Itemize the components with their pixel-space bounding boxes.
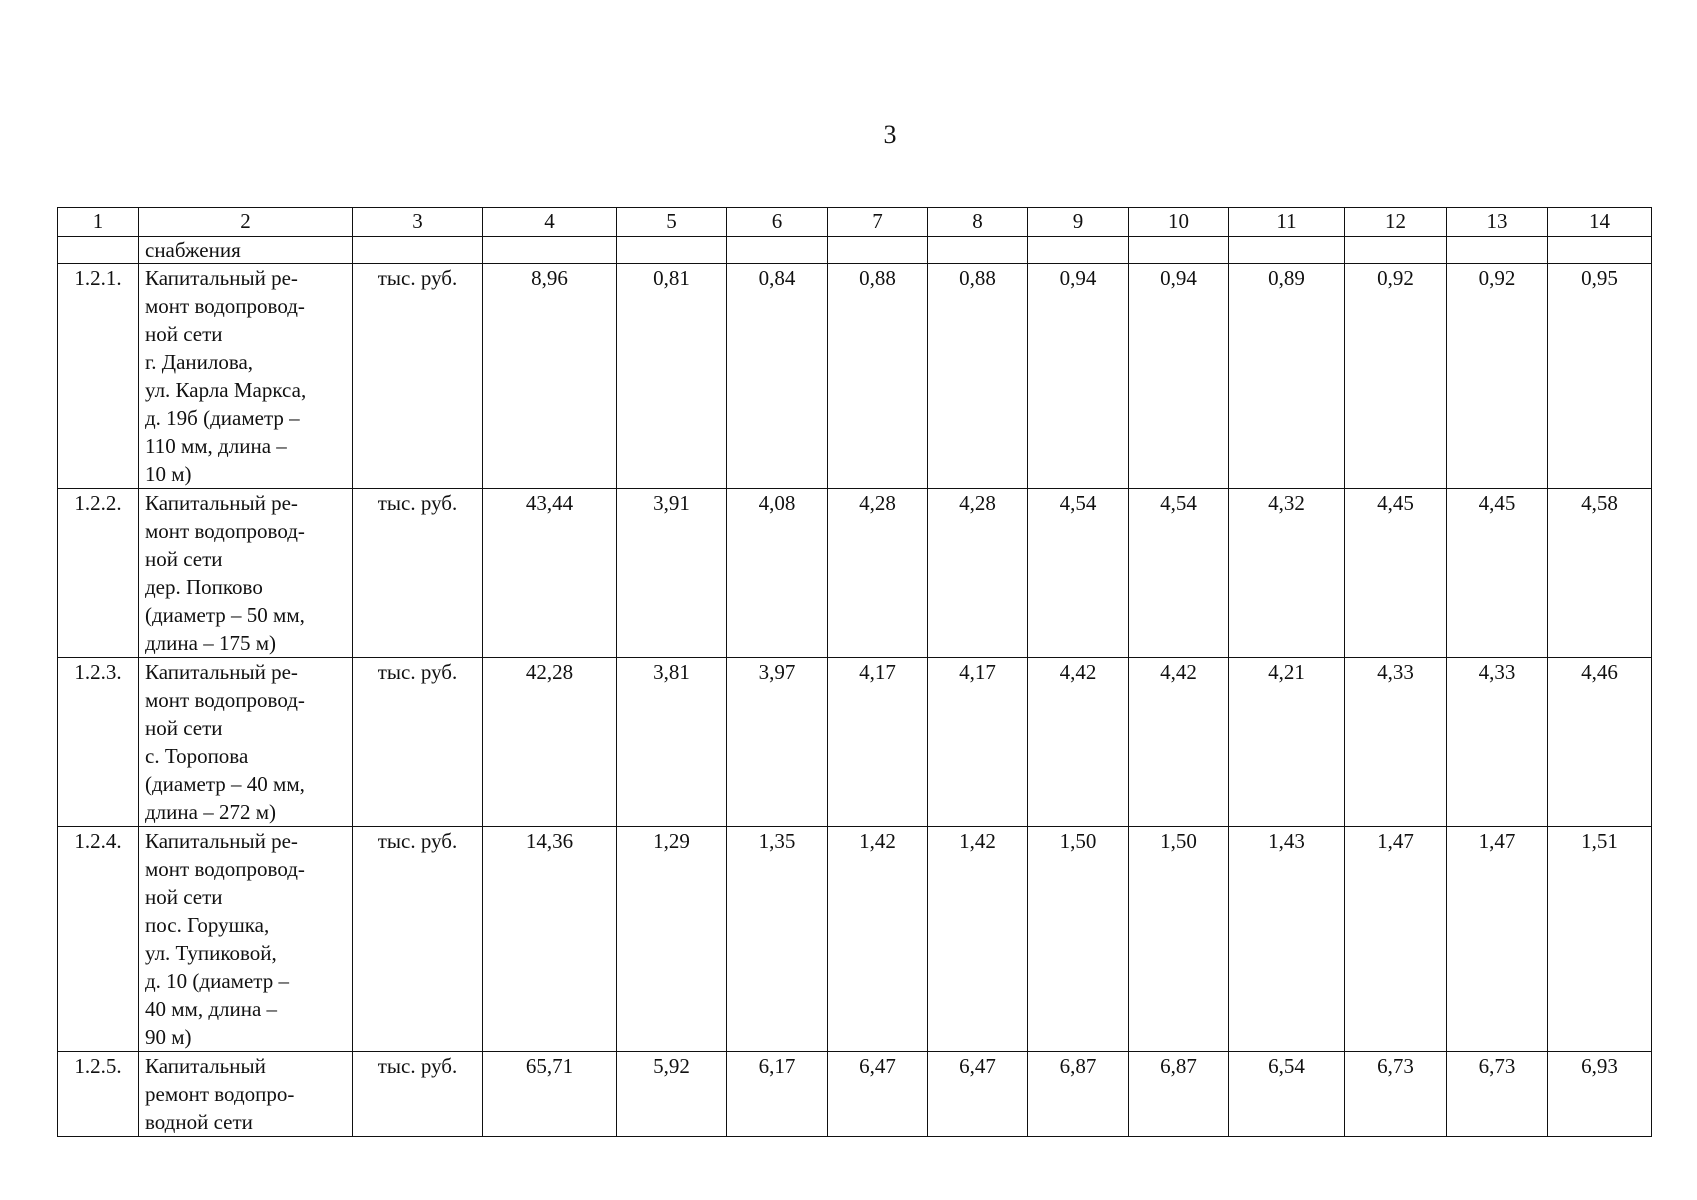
row-unit: тыс. руб. [353, 1052, 483, 1137]
row-value: 1,47 [1447, 827, 1548, 1052]
row-description: Капитальный ре- монт водопровод- ной сети г. Данилова, ул. Карла Маркса, д. 19б (диаметр – 110 мм, длина – 10 м) [139, 264, 353, 489]
row-value: 0,95 [1548, 264, 1652, 489]
row-value: 4,33 [1447, 658, 1548, 827]
continuation-row [58, 237, 1652, 264]
row-value: 42,28 [483, 658, 617, 827]
row-value: 0,89 [1229, 264, 1345, 489]
column-header: 7 [828, 208, 928, 237]
row-value: 6,54 [1229, 1052, 1345, 1137]
row-value: 3,81 [617, 658, 727, 827]
row-value: 4,21 [1229, 658, 1345, 827]
row-value: 4,42 [1129, 658, 1229, 827]
row-value: 6,87 [1028, 1052, 1129, 1137]
row-value: 14,36 [483, 827, 617, 1052]
data-table [57, 207, 1652, 1137]
row-value: 0,81 [617, 264, 727, 489]
row-description: Капитальный ре- монт водопровод- ной сети пос. Горушка, ул. Тупиковой, д. 10 (диаметр – 40 мм, длина – 90 м) [139, 827, 353, 1052]
row-value: 1,43 [1229, 827, 1345, 1052]
row-value: 6,73 [1345, 1052, 1447, 1137]
row-value: 1,29 [617, 827, 727, 1052]
table-row [58, 489, 1652, 658]
row-value: 4,28 [828, 489, 928, 658]
row-value: 8,96 [483, 264, 617, 489]
row-code: 1.2.5. [58, 1052, 139, 1137]
column-header: 3 [353, 208, 483, 237]
row-value: 4,45 [1345, 489, 1447, 658]
row-value: 5,92 [617, 1052, 727, 1137]
column-header: 4 [483, 208, 617, 237]
row-value: 6,17 [727, 1052, 828, 1137]
row-value: 4,45 [1447, 489, 1548, 658]
row-value: 3,91 [617, 489, 727, 658]
row-value: 4,54 [1129, 489, 1229, 658]
row-value: 4,42 [1028, 658, 1129, 827]
row-value: 4,58 [1548, 489, 1652, 658]
row-code: 1.2.1. [58, 264, 139, 489]
header-row [58, 208, 1652, 237]
row-value: 6,47 [828, 1052, 928, 1137]
row-value: 4,28 [928, 489, 1028, 658]
row-value: 65,71 [483, 1052, 617, 1137]
row-unit: тыс. руб. [353, 658, 483, 827]
row-code: 1.2.3. [58, 658, 139, 827]
column-header: 13 [1447, 208, 1548, 237]
row-value: 1,42 [928, 827, 1028, 1052]
row-value: 4,32 [1229, 489, 1345, 658]
row-value: 1,50 [1028, 827, 1129, 1052]
row-value: 1,35 [727, 827, 828, 1052]
row-unit: тыс. руб. [353, 264, 483, 489]
row-value: 4,17 [828, 658, 928, 827]
row-value: 6,47 [928, 1052, 1028, 1137]
row-description: Капитальный ре- монт водопровод- ной сети дер. Попково (диаметр – 50 мм, длина – 175 м) [139, 489, 353, 658]
column-header: 5 [617, 208, 727, 237]
column-header: 9 [1028, 208, 1129, 237]
row-value: 0,88 [928, 264, 1028, 489]
row-value: 4,54 [1028, 489, 1129, 658]
column-header: 6 [727, 208, 828, 237]
row-value: 1,47 [1345, 827, 1447, 1052]
row-unit: тыс. руб. [353, 827, 483, 1052]
row-value: 1,50 [1129, 827, 1229, 1052]
row-description: Капитальный ре- монт водопровод- ной сети с. Торопова (диаметр – 40 мм, длина – 272 м) [139, 658, 353, 827]
row-value: 4,46 [1548, 658, 1652, 827]
row-value: 6,87 [1129, 1052, 1229, 1137]
row-value: 0,88 [828, 264, 928, 489]
row-unit: тыс. руб. [353, 489, 483, 658]
row-value: 0,94 [1028, 264, 1129, 489]
row-value: 6,73 [1447, 1052, 1548, 1137]
row-code: 1.2.4. [58, 827, 139, 1052]
column-header: 14 [1548, 208, 1652, 237]
column-header: 11 [1229, 208, 1345, 237]
row-code: 1.2.2. [58, 489, 139, 658]
continuation-text: снабжения [139, 237, 353, 264]
row-value: 43,44 [483, 489, 617, 658]
table-row [58, 827, 1652, 1052]
row-value: 0,92 [1447, 264, 1548, 489]
row-value: 0,92 [1345, 264, 1447, 489]
table-row [58, 1052, 1652, 1137]
page-number: 3 [883, 120, 897, 149]
table-row [58, 264, 1652, 489]
column-header: 12 [1345, 208, 1447, 237]
column-header: 1 [58, 208, 139, 237]
column-header: 10 [1129, 208, 1229, 237]
row-description: Капитальный ремонт водопро- водной сети [139, 1052, 353, 1137]
row-value: 3,97 [727, 658, 828, 827]
row-value: 4,08 [727, 489, 828, 658]
table-row [58, 658, 1652, 827]
row-value: 0,94 [1129, 264, 1229, 489]
row-value: 4,17 [928, 658, 1028, 827]
row-value: 6,93 [1548, 1052, 1652, 1137]
column-header: 8 [928, 208, 1028, 237]
row-value: 1,42 [828, 827, 928, 1052]
row-value: 1,51 [1548, 827, 1652, 1052]
row-value: 4,33 [1345, 658, 1447, 827]
column-header: 2 [139, 208, 353, 237]
row-value: 0,84 [727, 264, 828, 489]
